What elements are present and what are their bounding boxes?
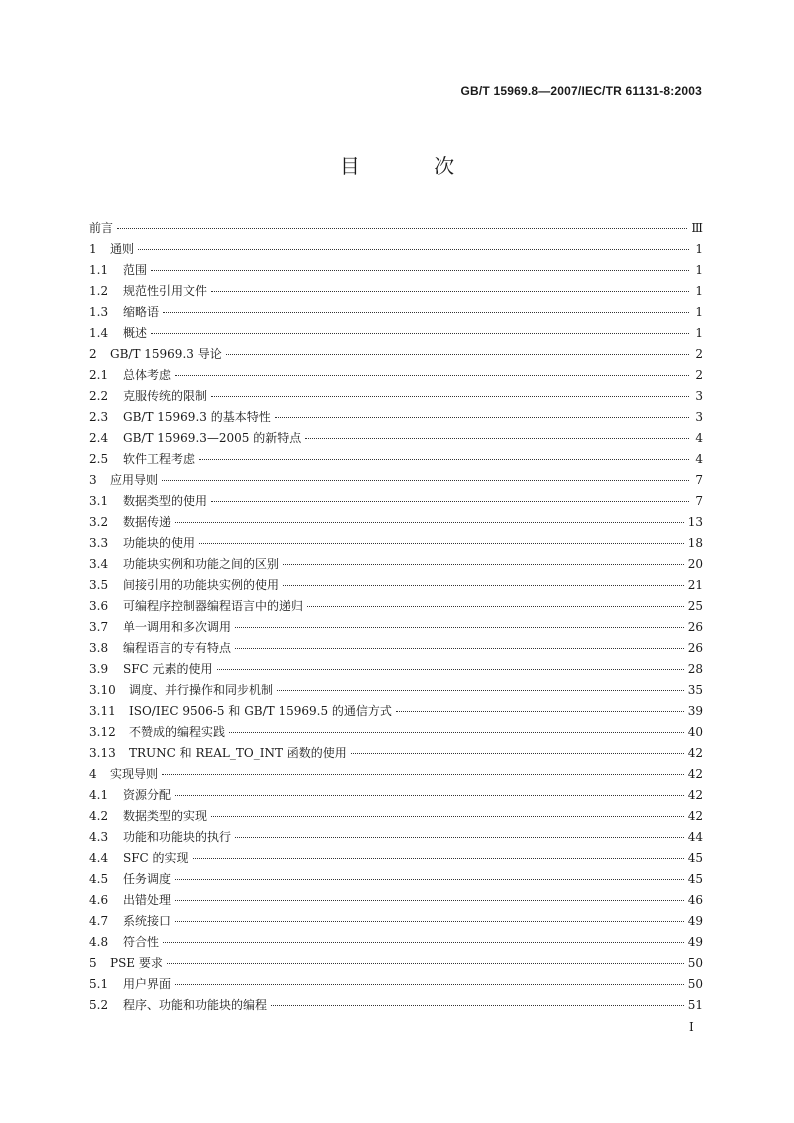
toc-entry[interactable]: [89, 869, 703, 890]
toc-entry-title: 程序、功能和功能块的编程: [123, 998, 268, 1012]
toc-entry-number: 3.12: [89, 725, 116, 739]
toc-dot-leader: [167, 962, 684, 964]
toc-dot-leader: [117, 227, 687, 229]
toc-entry[interactable]: [89, 302, 703, 323]
toc-entry-number: 4.6: [89, 893, 109, 907]
toc-entry-title: 缩略语: [123, 305, 160, 319]
toc-dot-leader: [175, 878, 684, 880]
toc-dot-leader: [175, 983, 684, 985]
toc-dot-leader: [217, 668, 684, 670]
toc-entry[interactable]: [89, 491, 703, 512]
toc-entry-title: 功能和功能块的执行: [123, 830, 232, 844]
toc-entry-title: 编程语言的专有特点: [123, 641, 232, 655]
toc-entry[interactable]: [89, 995, 703, 1016]
toc-dot-leader: [193, 857, 684, 859]
toc-entry-title: 数据类型的实现: [123, 809, 208, 823]
toc-entry-number: 3.8: [89, 641, 109, 655]
toc-entry-number: 2: [89, 347, 97, 361]
toc-entry-title: 单一调用和多次调用: [123, 620, 232, 634]
toc-entry-number: 3.1: [89, 494, 109, 508]
toc-entry-page: 2: [695, 368, 703, 382]
toc-entry-number: 3: [89, 473, 97, 487]
toc-entry-number: 4.7: [89, 914, 109, 928]
toc-dot-leader: [283, 584, 684, 586]
toc-entry[interactable]: [89, 449, 703, 470]
toc-entry-title: 功能块的使用: [123, 536, 196, 550]
toc-entry-page: 51: [687, 998, 703, 1012]
toc-entry[interactable]: [89, 785, 703, 806]
toc-entry-page: 13: [687, 515, 703, 529]
toc-entry-title: 系统接口: [123, 914, 172, 928]
toc-dot-leader: [175, 521, 684, 523]
toc-dot-leader: [396, 710, 684, 712]
toc-entry-title: 可编程序控制器编程语言中的递归: [123, 599, 304, 613]
toc-entry-number: 4.5: [89, 872, 109, 886]
toc-entry-page: 3: [695, 389, 703, 403]
toc-entry-title: 前言: [89, 221, 114, 235]
toc-entry-title: 概述: [123, 326, 148, 340]
toc-entry[interactable]: [89, 848, 703, 869]
toc-entry[interactable]: [89, 953, 703, 974]
toc-entry-number: 4.2: [89, 809, 109, 823]
toc-entry-page: 35: [687, 683, 703, 697]
toc-entry[interactable]: [89, 890, 703, 911]
toc-entry[interactable]: [89, 428, 703, 449]
toc-entry-title: 调度、并行操作和同步机制: [129, 683, 274, 697]
toc-entry[interactable]: [89, 260, 703, 281]
toc-entry-title: 克服传统的限制: [123, 389, 208, 403]
toc-dot-leader: [162, 479, 689, 481]
toc-dot-leader: [351, 752, 684, 754]
toc-entry-title: GB/T 15969.3—2005 的新特点: [123, 431, 302, 445]
toc-entry-page: 28: [687, 662, 703, 676]
toc-entry[interactable]: [89, 386, 703, 407]
toc-entry[interactable]: [89, 911, 703, 932]
toc-entry[interactable]: [89, 323, 703, 344]
toc-entry-number: 4: [89, 767, 97, 781]
toc-entry[interactable]: [89, 701, 703, 722]
toc-entry-page: 1: [695, 263, 703, 277]
toc-entry-title: TRUNC 和 REAL_TO_INT 函数的使用: [129, 746, 347, 760]
toc-entry[interactable]: [89, 218, 703, 239]
toc-dot-leader: [211, 500, 689, 502]
toc-entry[interactable]: [89, 680, 703, 701]
toc-entry-page: 49: [687, 914, 703, 928]
toc-entry-page: 4: [695, 431, 703, 445]
toc-entry-number: 1: [89, 242, 97, 256]
toc-entry[interactable]: [89, 974, 703, 995]
toc-entry-page: 44: [687, 830, 703, 844]
toc-dot-leader: [305, 437, 689, 439]
toc-entry-number: 3.7: [89, 620, 109, 634]
toc-dot-leader: [211, 290, 689, 292]
toc-entry-page: 49: [687, 935, 703, 949]
toc-entry-title: 范围: [123, 263, 148, 277]
document-standard-number: GB/T 15969.8—2007/IEC/TR 61131-8:2003: [460, 84, 702, 98]
toc-entry[interactable]: [89, 575, 703, 596]
toc-dot-leader: [138, 248, 689, 250]
toc-dot-leader: [151, 269, 689, 271]
toc-entry[interactable]: [89, 638, 703, 659]
toc-entry-title: 总体考虑: [123, 368, 172, 382]
toc-entry-title: 符合性: [123, 935, 160, 949]
toc-entry-title: 任务调度: [123, 872, 172, 886]
toc-entry-page: 3: [695, 410, 703, 424]
toc-entry-page: 7: [695, 473, 703, 487]
toc-dot-leader: [151, 332, 689, 334]
toc-entry-title: 规范性引用文件: [123, 284, 208, 298]
toc-entry-number: 3.5: [89, 578, 109, 592]
toc-entry-page: 25: [687, 599, 703, 613]
toc-dot-leader: [235, 647, 684, 649]
toc-entry-title: 实现导则: [110, 767, 159, 781]
toc-entry-title: GB/T 15969.3 的基本特性: [123, 410, 271, 424]
toc-entry-page: 40: [687, 725, 703, 739]
toc-entry-number: 5.2: [89, 998, 109, 1012]
toc-entry-number: 1.4: [89, 326, 109, 340]
toc-entry[interactable]: [89, 470, 703, 491]
toc-entry-title: 功能块实例和功能之间的区别: [123, 557, 280, 571]
toc-entry-number: 2.3: [89, 410, 109, 424]
page-folio: I: [689, 1020, 694, 1034]
toc-entry-page: 7: [695, 494, 703, 508]
toc-dot-leader: [175, 794, 684, 796]
toc-entry-title: SFC 的实现: [123, 851, 189, 865]
toc-dot-leader: [199, 542, 684, 544]
toc-dot-leader: [162, 773, 684, 775]
toc-entry-title: 出错处理: [123, 893, 172, 907]
toc-entry-number: 2.2: [89, 389, 109, 403]
toc-entry-title: ISO/IEC 9506-5 和 GB/T 15969.5 的通信方式: [129, 704, 392, 718]
toc-entry-page: 18: [687, 536, 703, 550]
toc-entry-title: 应用导则: [110, 473, 159, 487]
toc-entry[interactable]: [89, 659, 703, 680]
toc-entry-page: 42: [687, 767, 703, 781]
toc-dot-leader: [163, 941, 684, 943]
toc-entry-number: 5.1: [89, 977, 109, 991]
toc-dot-leader: [275, 416, 689, 418]
toc-entry-number: 2.4: [89, 431, 109, 445]
toc-entry-page: 45: [687, 851, 703, 865]
page-title: 目 次: [339, 154, 489, 178]
toc-entry-page: 1: [695, 305, 703, 319]
toc-entry-number: 1.1: [89, 263, 109, 277]
toc-dot-leader: [277, 689, 684, 691]
toc-entry-number: 3.2: [89, 515, 109, 529]
toc-entry[interactable]: [89, 596, 703, 617]
toc-entry-page: 1: [695, 284, 703, 298]
toc-entry-page: 1: [695, 326, 703, 340]
toc-entry-page: 39: [687, 704, 703, 718]
toc-entry-page: 42: [687, 809, 703, 823]
toc-entry-number: 1.2: [89, 284, 109, 298]
toc-entry[interactable]: [89, 344, 703, 365]
toc-entry-page: Ⅲ: [691, 221, 703, 235]
toc-entry-number: 3.3: [89, 536, 109, 550]
toc-entry[interactable]: [89, 512, 703, 533]
toc-entry-title: 间接引用的功能块实例的使用: [123, 578, 280, 592]
toc-entry[interactable]: [89, 743, 703, 764]
toc-dot-leader: [235, 626, 684, 628]
toc-entry[interactable]: [89, 407, 703, 428]
toc-dot-leader: [307, 605, 684, 607]
toc-entry[interactable]: [89, 554, 703, 575]
toc-entry-page: 20: [687, 557, 703, 571]
toc-dot-leader: [271, 1004, 684, 1006]
toc-entry[interactable]: [89, 239, 703, 260]
toc-entry-title: 数据类型的使用: [123, 494, 208, 508]
table-of-contents: [89, 218, 703, 1016]
toc-entry-title: GB/T 15969.3 导论: [110, 347, 222, 361]
toc-entry-page: 2: [695, 347, 703, 361]
toc-dot-leader: [229, 731, 684, 733]
toc-entry-page: 4: [695, 452, 703, 466]
toc-entry[interactable]: [89, 722, 703, 743]
toc-entry[interactable]: [89, 533, 703, 554]
toc-entry[interactable]: [89, 827, 703, 848]
toc-entry-number: 2.1: [89, 368, 109, 382]
toc-entry[interactable]: [89, 617, 703, 638]
toc-entry[interactable]: [89, 932, 703, 953]
toc-dot-leader: [163, 311, 689, 313]
toc-entry-page: 50: [687, 977, 703, 991]
toc-entry-number: 3.4: [89, 557, 109, 571]
toc-entry-title: 资源分配: [123, 788, 172, 802]
toc-entry-number: 4.4: [89, 851, 109, 865]
toc-entry[interactable]: [89, 281, 703, 302]
toc-entry-title: 不赞成的编程实践: [129, 725, 226, 739]
toc-entry-page: 26: [687, 620, 703, 634]
toc-entry[interactable]: [89, 365, 703, 386]
toc-entry-number: 2.5: [89, 452, 109, 466]
toc-entry-title: SFC 元素的使用: [123, 662, 213, 676]
toc-entry-page: 42: [687, 746, 703, 760]
toc-entry-title: 数据传递: [123, 515, 172, 529]
toc-entry-page: 26: [687, 641, 703, 655]
toc-entry-number: 5: [89, 956, 97, 970]
toc-dot-leader: [199, 458, 689, 460]
toc-entry-number: 4.3: [89, 830, 109, 844]
toc-dot-leader: [175, 899, 684, 901]
toc-dot-leader: [283, 563, 684, 565]
toc-entry-number: 4.8: [89, 935, 109, 949]
toc-entry[interactable]: [89, 806, 703, 827]
toc-entry-number: 4.1: [89, 788, 109, 802]
toc-entry-page: 42: [687, 788, 703, 802]
toc-dot-leader: [211, 395, 689, 397]
toc-dot-leader: [226, 353, 689, 355]
toc-entry-title: 通则: [110, 242, 135, 256]
toc-entry-title: 用户界面: [123, 977, 172, 991]
toc-entry-page: 21: [687, 578, 703, 592]
toc-entry-title: 软件工程考虑: [123, 452, 196, 466]
toc-dot-leader: [175, 920, 684, 922]
toc-entry[interactable]: [89, 764, 703, 785]
toc-entry-number: 3.6: [89, 599, 109, 613]
toc-entry-page: 46: [687, 893, 703, 907]
toc-entry-number: 3.9: [89, 662, 109, 676]
toc-entry-page: 1: [695, 242, 703, 256]
toc-entry-number: 3.11: [89, 704, 116, 718]
toc-entry-number: 1.3: [89, 305, 109, 319]
toc-dot-leader: [175, 374, 689, 376]
toc-dot-leader: [235, 836, 684, 838]
toc-entry-title: PSE 要求: [110, 956, 163, 970]
toc-entry-number: 3.13: [89, 746, 116, 760]
toc-entry-number: 3.10: [89, 683, 116, 697]
toc-dot-leader: [211, 815, 684, 817]
toc-entry-page: 45: [687, 872, 703, 886]
toc-entry-page: 50: [687, 956, 703, 970]
